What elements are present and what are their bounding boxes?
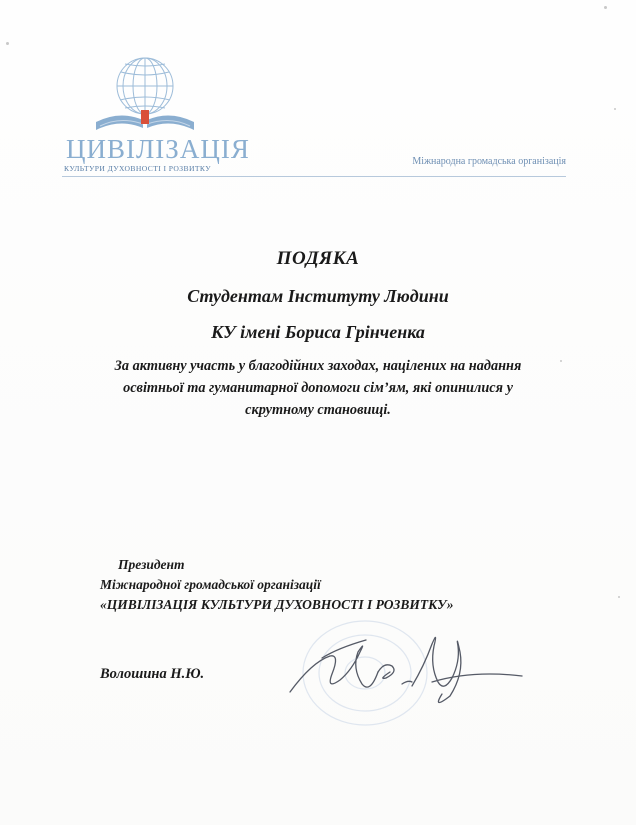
signer-name: Волошина Н.Ю. xyxy=(100,666,205,682)
signature-block xyxy=(100,555,454,615)
signer-organization-line-2: «ЦИВІЛІЗАЦІЯ КУЛЬТУРИ ДУХОВНОСТІ І РОЗВИТКУ» xyxy=(100,597,454,612)
scan-speck xyxy=(604,6,607,9)
scan-speck xyxy=(560,360,562,362)
organization-logo xyxy=(60,56,260,176)
signer-position: Президент xyxy=(118,557,185,572)
gratitude-reason: За активну участь у благодійних заходах, націлених на надання освітньої та гуманитарної допомоги сім’ям, які опинилися у скрутному становищі. xyxy=(114,358,522,418)
signer-organization-line-1: Міжнародної громадської організації xyxy=(100,577,321,592)
globe-book-icon xyxy=(90,56,200,138)
scan-speck xyxy=(618,596,620,598)
recipient-line-2: КУ імені Бориса Грінченка xyxy=(211,322,425,342)
scan-speck xyxy=(6,42,9,45)
logo-subtitle: КУЛЬТУРИ ДУХОВНОСТІ І РОЗВИТКУ xyxy=(64,164,211,173)
document-title: ПОДЯКА xyxy=(276,248,360,269)
header-divider xyxy=(62,176,566,177)
recipient-line-1: Студентам Інституту Людини xyxy=(187,286,449,306)
organization-type: Міжнародна громадська організація xyxy=(412,156,566,167)
scan-speck xyxy=(614,108,616,110)
logo-wordmark: ЦИВІЛІЗАЦІЯ xyxy=(66,134,250,164)
handwritten-signature xyxy=(282,622,532,712)
